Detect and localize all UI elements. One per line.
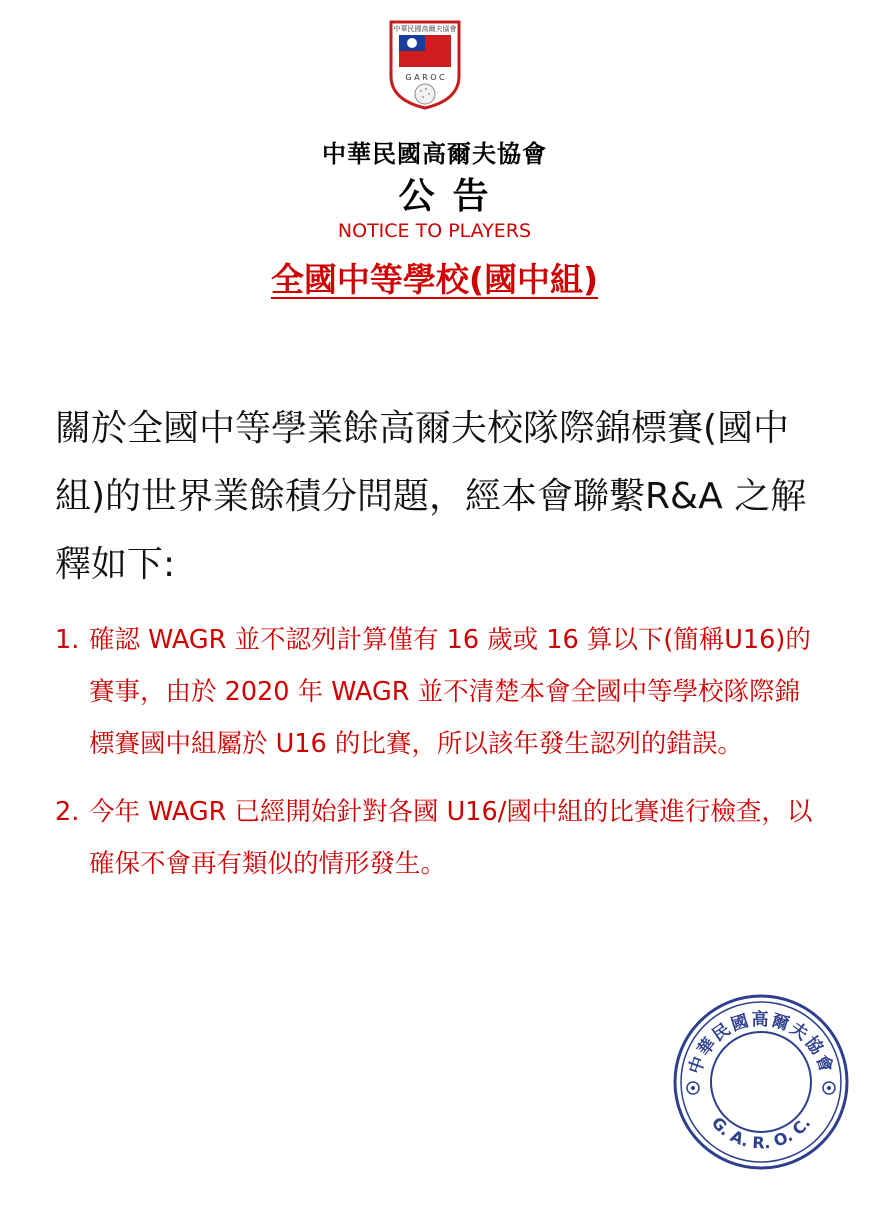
svg-text:G. A. R. O. C.: G. A. R. O. C. <box>707 1113 815 1153</box>
item-text: 確認 WAGR 並不認列計算僅有 16 歲或 16 算以下(簡稱U16)的賽事，由於 2020 年 WAGR 並不清楚本會全國中等學校隊際錦標賽國中組屬於 U16 的比賽，所以該年發生認列的錯誤。 <box>89 625 811 759</box>
svg-text:中華民國高爾夫協會: 中華民國高爾夫協會 <box>393 25 457 33</box>
notice-items <box>55 614 815 906</box>
item-number: 2. <box>55 797 80 827</box>
svg-text:G A R O C: G A R O C <box>405 73 445 82</box>
item-text: 今年 WAGR 已經開始針對各國 U16/國中組的比賽進行檢查，以確保不會再有類似的情形發生。 <box>89 797 813 879</box>
svg-text:中華民國高爾夫協會: 中華民國高爾夫協會 <box>685 1010 837 1077</box>
item-number: 1. <box>55 625 80 655</box>
category-heading: 全國中等學校(國中組) <box>270 260 599 299</box>
notice-title: 公告 <box>398 176 507 217</box>
list-item <box>55 614 815 770</box>
intro-paragraph: 關於全國中等學業餘高爾夫校隊際錦標賽(國中組)的世界業餘積分問題，經本會聯繫R&A 之解釋如下: <box>55 408 807 585</box>
official-seal-stamp <box>671 992 851 1172</box>
list-item <box>55 786 815 890</box>
notice-subtitle-en: NOTICE TO PLAYERS <box>337 220 532 242</box>
garoc-logo <box>385 18 465 110</box>
organization-name: 中華民國高爾夫協會 <box>322 140 547 168</box>
